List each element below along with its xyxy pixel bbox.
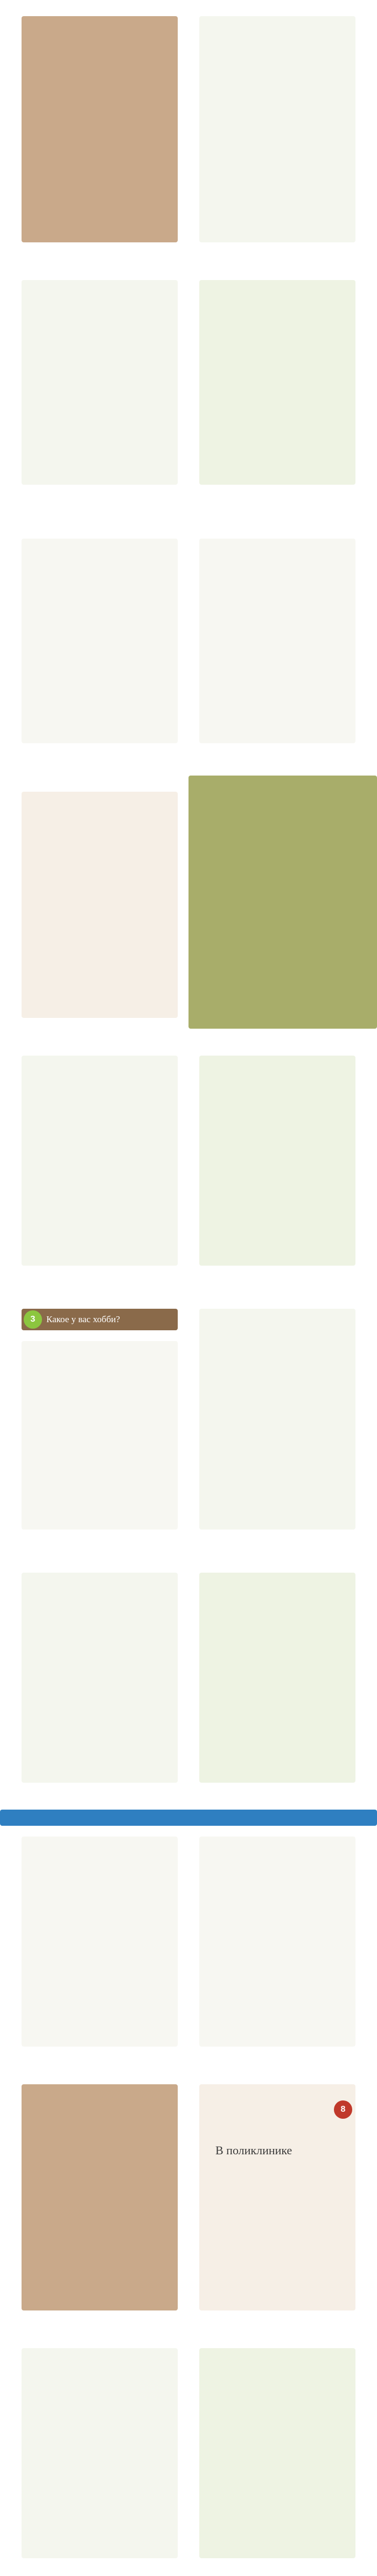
review-panel-right xyxy=(199,2348,355,2558)
exercise-panel-right xyxy=(199,1837,355,2047)
section-header-bar xyxy=(0,1810,377,1826)
page-spread-7 xyxy=(0,1551,377,1804)
page-spread-3 xyxy=(0,517,377,770)
page-spread-9 xyxy=(0,2068,377,2321)
page-spread-10 xyxy=(0,2327,377,2576)
handwriting-practice-left xyxy=(22,539,178,743)
page-spread-4 xyxy=(0,776,377,1029)
conversation-panel xyxy=(199,1309,355,1530)
reading-panel xyxy=(22,792,178,1018)
alphabet-panel xyxy=(22,280,178,485)
culture-photo-panel xyxy=(22,2084,178,2310)
page-spread-8 xyxy=(0,1810,377,2063)
exercise-panel xyxy=(22,1573,178,1783)
page-spread-5 xyxy=(0,1034,377,1287)
letter-table xyxy=(199,280,355,485)
exercise-panel-left xyxy=(22,1837,178,2047)
chapter-opener-panel xyxy=(188,776,377,1029)
handwriting-practice-right xyxy=(199,539,355,743)
illustration-panel xyxy=(22,16,178,242)
dialogue-panel xyxy=(22,1341,178,1530)
review-panel-left xyxy=(22,2348,178,2558)
page-spread-1 xyxy=(0,0,377,253)
grammar-panel xyxy=(199,1056,355,1266)
chapter-opener-panel xyxy=(199,2084,355,2310)
page-spread-2 xyxy=(0,259,377,512)
chapter-number-badge: 8 xyxy=(334,2100,352,2119)
vocabulary-panel xyxy=(199,1573,355,1783)
lesson-number-badge: 3 xyxy=(24,1310,42,1329)
dialogue-panel xyxy=(22,1056,178,1266)
lesson-title: Какое у вас хобби? xyxy=(46,1314,120,1324)
text-panel xyxy=(199,16,355,242)
page-spread-6 xyxy=(0,1293,377,1546)
chapter-title: В поликлинике xyxy=(215,2144,292,2157)
